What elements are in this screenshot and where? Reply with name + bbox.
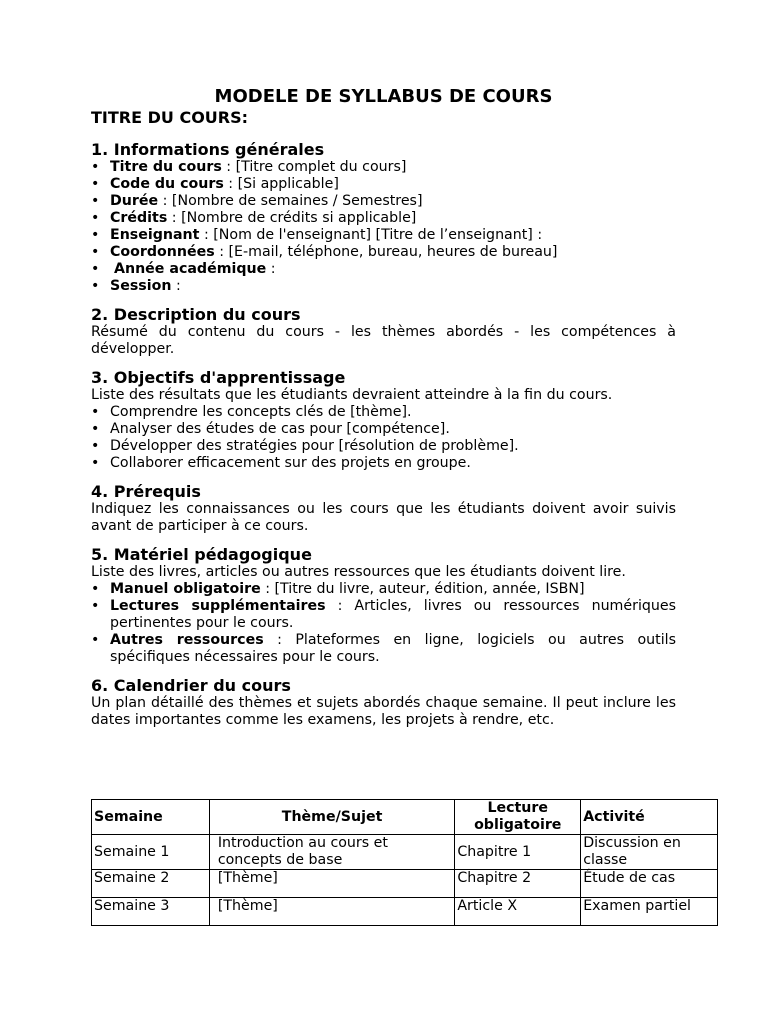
section-heading: 5. Matériel pédagogique — [91, 545, 312, 564]
section-text: Résumé du contenu du cours - les thèmes abordés - les compétences à développer. — [91, 324, 676, 357]
item-value: : [Nombre de semaines / Semestres] — [158, 193, 423, 209]
section-text: Indiquez les connaissances ou les cours que les étudiants doivent avoir suivis avant de participer à ce cours. — [91, 501, 676, 534]
item-value: : [E-mail, téléphone, bureau, heures de bureau] — [214, 244, 558, 260]
table-cell: Introduction au cours et concepts de base — [209, 835, 454, 870]
list-item — [91, 227, 676, 244]
column-header: Activité — [581, 800, 718, 835]
item-value: : [Nombre de crédits si applicable] — [167, 210, 417, 226]
list-item: • Développer des stratégies pour [résolution de problème]. — [91, 438, 676, 455]
item-value: : — [266, 261, 276, 277]
table-cell: Examen partiel — [581, 898, 718, 926]
table-cell: Chapitre 1 — [455, 835, 581, 870]
column-header: Lecture obligatoire — [455, 800, 581, 835]
section-prerequisites — [91, 482, 676, 535]
item-label: Crédits — [110, 210, 168, 226]
objectives-list — [91, 404, 676, 472]
item-label: Coordonnées — [110, 244, 215, 260]
table-cell: Étude de cas — [581, 870, 718, 898]
list-item — [91, 278, 676, 295]
table-row — [92, 870, 718, 898]
list-item — [91, 581, 676, 598]
list-item — [91, 261, 676, 278]
general-info-list — [91, 159, 676, 295]
item-value: : [Nom de l'enseignant] [Titre de l’enseignant] : — [199, 227, 543, 243]
item-label: Enseignant — [110, 227, 200, 243]
list-item: • Analyser des études de cas pour [compétence]. — [91, 421, 676, 438]
table-cell: [Thème] — [209, 898, 454, 926]
item-value: : [Titre complet du cours] — [221, 159, 407, 175]
column-header: Semaine — [92, 800, 210, 835]
item-label: Durée — [110, 193, 159, 209]
list-item — [91, 632, 676, 666]
list-item — [91, 244, 676, 261]
item-label: Autres ressources — [110, 632, 264, 648]
table-cell: Discussion en classe — [581, 835, 718, 870]
table-row — [92, 835, 718, 870]
section-heading: 2. Description du cours — [91, 305, 301, 324]
schedule-table — [91, 799, 718, 926]
table-cell: [Thème] — [209, 870, 454, 898]
table-cell: Semaine 3 — [92, 898, 210, 926]
table-cell: Chapitre 2 — [455, 870, 581, 898]
section-heading: 6. Calendrier du cours — [91, 676, 291, 695]
item-label: Session — [110, 278, 172, 294]
item-value: : [Titre du livre, auteur, édition, année, ISBN] — [260, 581, 585, 597]
item-label: Lectures supplémentaires — [110, 598, 326, 614]
item-value: : [Si applicable] — [223, 176, 339, 192]
section-materials — [91, 545, 676, 666]
document-title: MODELE DE SYLLABUS DE COURS — [214, 86, 553, 107]
section-calendar — [91, 676, 676, 729]
item-label: Année académique — [114, 261, 267, 277]
table-header-row — [92, 800, 718, 835]
section-objectives — [91, 368, 676, 472]
section-intro: Liste des résultats que les étudiants devraient atteindre à la fin du cours. — [91, 387, 613, 403]
list-item — [91, 210, 676, 227]
table-cell: Article X — [455, 898, 581, 926]
item-label: Titre du cours — [110, 159, 222, 175]
table-cell: Semaine 1 — [92, 835, 210, 870]
item-label: Manuel obligatoire — [110, 581, 261, 597]
list-item — [91, 193, 676, 210]
section-intro: Liste des livres, articles ou autres ressources que les étudiants doivent lire. — [91, 564, 626, 580]
list-item — [91, 176, 676, 193]
section-intro: Un plan détaillé des thèmes et sujets abordés chaque semaine. Il peut inclure les dates importantes comme les examens, les projets à rendre, etc. — [91, 695, 676, 728]
section-heading: 3. Objectifs d'apprentissage — [91, 368, 346, 387]
section-heading: 4. Prérequis — [91, 482, 201, 501]
table-row — [92, 898, 718, 926]
course-title: TITRE DU COURS: — [91, 108, 249, 127]
section-heading: 1. Informations générales — [91, 140, 325, 159]
materials-list — [91, 581, 676, 666]
item-value: : — [171, 278, 181, 294]
table-cell: Semaine 2 — [92, 870, 210, 898]
item-label: Code du cours — [110, 176, 224, 192]
item-value: : Articles, livres ou ressources numériques pertinentes pour le cours. — [110, 598, 676, 631]
list-item: • Collaborer efficacement sur des projets en groupe. — [91, 455, 676, 472]
document-body — [91, 86, 676, 739]
list-item: • Comprendre les concepts clés de [thème]. — [91, 404, 676, 421]
section-description — [91, 305, 676, 358]
section-general-info — [91, 140, 676, 295]
list-item — [91, 598, 676, 632]
item-value: : Plateformes en ligne, logiciels ou autres outils spécifiques nécessaires pour le cours. — [110, 632, 676, 665]
list-item — [91, 159, 676, 176]
column-header: Thème/Sujet — [209, 800, 454, 835]
